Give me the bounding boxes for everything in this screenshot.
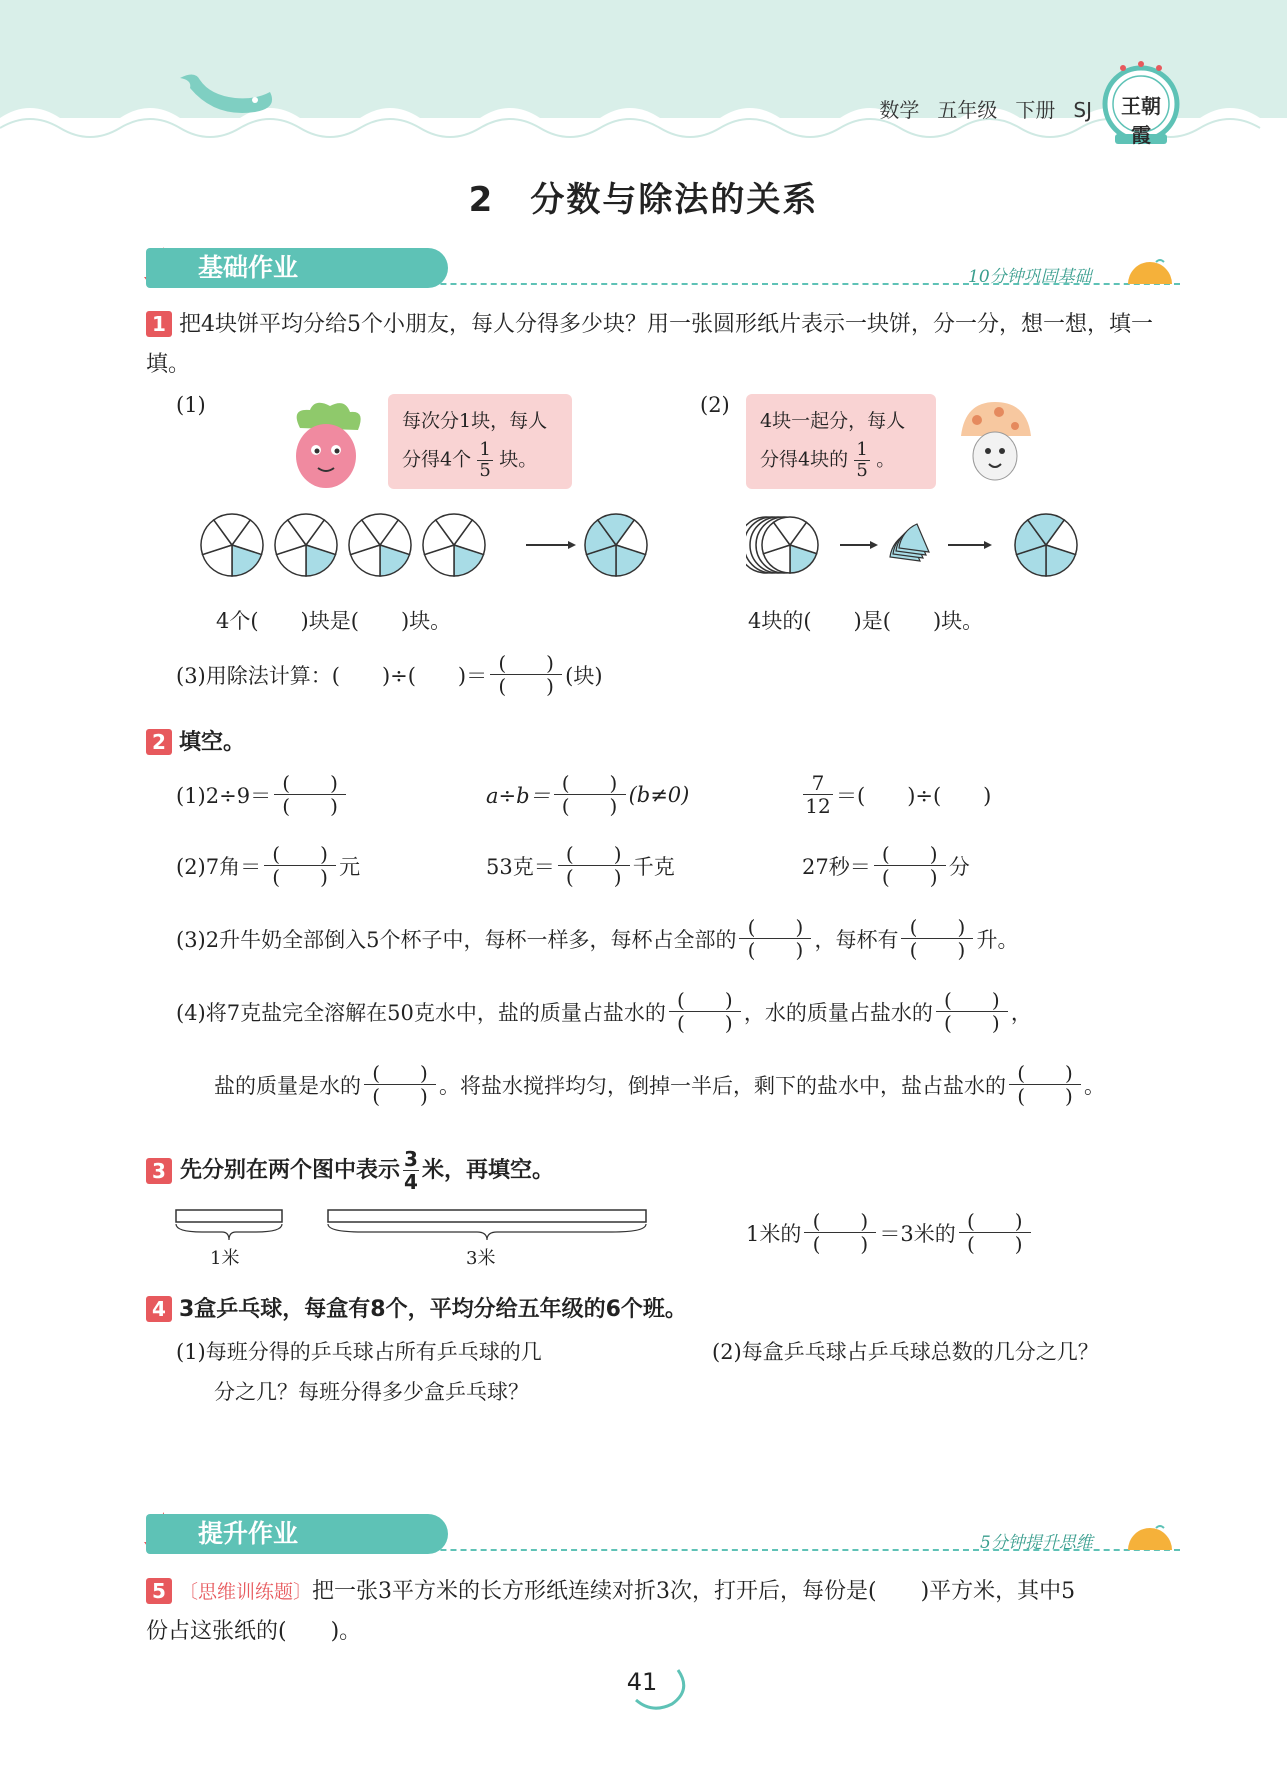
- page-number: 41: [626, 1668, 658, 1696]
- sunset-icon: [1122, 256, 1178, 286]
- q4-number: 4: [146, 1296, 172, 1322]
- q2-r2-a-text: (2)7角＝: [176, 854, 262, 879]
- q2-prompt: [146, 723, 245, 763]
- q1-p3-text-b: (块): [565, 663, 603, 688]
- brace-3m: [328, 1224, 646, 1240]
- q2-r4-text-a: (4)将7克盐完全溶解在50克水中，盐的质量占盐水的: [176, 1000, 666, 1025]
- q1-prompt: [146, 305, 1181, 385]
- page-title: 2 分数与除法的关系: [468, 180, 819, 220]
- blank-numerator: ( ): [561, 771, 618, 795]
- blank-denominator: ( ): [282, 794, 338, 818]
- q1-p1-pies: [200, 505, 660, 585]
- mushroom-character-icon: [955, 396, 1035, 492]
- blank-denominator: ( ): [565, 865, 622, 889]
- stacked-wedges: [890, 524, 929, 561]
- q3-bars: [172, 1206, 652, 1246]
- q2-number: 2: [146, 729, 172, 755]
- fraction-denominator: 12: [805, 794, 831, 818]
- fraction-denominator: 4: [404, 1170, 418, 1194]
- q1-p1-bubble-line1: 每次分1块，每人: [402, 410, 548, 432]
- blank-fraction[interactable]: [936, 989, 1008, 1034]
- q1-p2-bubble-line2: [760, 440, 922, 481]
- q2-r2-c-text: 27秒＝: [802, 854, 871, 879]
- blank-denominator: ( ): [944, 1011, 1000, 1035]
- blank-fraction[interactable]: [959, 1210, 1031, 1255]
- pie-result: [1015, 514, 1077, 576]
- q3-fill-text-b: ＝3米的: [879, 1221, 956, 1246]
- q4-p1-line2: 分之几？每班分得多少盒乒乓球？: [214, 1380, 529, 1404]
- q1-p1-bubble-text-b: 块。: [499, 448, 538, 471]
- arrow-right-icon: [526, 541, 576, 549]
- section-basic-tag: 10分钟巩固基础: [968, 267, 1092, 287]
- blank-fraction[interactable]: [669, 989, 741, 1034]
- q2-r5: [214, 1062, 1105, 1107]
- q2-r5-text-c: 。: [1084, 1073, 1105, 1098]
- blank-denominator: ( ): [561, 794, 618, 818]
- q2-r1-b: [486, 772, 689, 817]
- fraction-one-fifth: [854, 440, 870, 481]
- wedge: [899, 524, 929, 552]
- q5-line1: [146, 1572, 1186, 1612]
- header-wave-band: [0, 0, 1287, 150]
- q1-p1-bubble-text-a: 分得4个: [402, 448, 472, 471]
- blank-fraction[interactable]: [874, 843, 946, 888]
- q1-text: 把4块饼平均分给5个小朋友，每人分得多少块？用一张圆形纸片表示一块饼，分一分，想一想，填一填。: [146, 312, 1153, 377]
- q1-p1-bubble: [388, 394, 572, 489]
- q1-number: 1: [146, 311, 172, 337]
- arrow-right-icon: [840, 541, 878, 549]
- q3-text-b: 米，再填空。: [422, 1157, 555, 1183]
- pie-result: [585, 514, 647, 576]
- section-advanced-tag: 5分钟提升思维: [980, 1533, 1093, 1553]
- blank-denominator: ( ): [677, 1011, 733, 1035]
- q3-number: 3: [146, 1158, 172, 1184]
- blank-fraction[interactable]: [490, 652, 562, 697]
- q2-r1-c: [800, 772, 991, 817]
- q5-number: 5: [146, 1578, 172, 1604]
- stacked-pie-top: [762, 517, 818, 573]
- blank-numerator: ( ): [812, 1209, 869, 1233]
- arrow-right-icon: [948, 541, 992, 549]
- q2-r1-a-text: (1)2÷9＝: [176, 783, 272, 808]
- book-info: [861, 94, 1092, 123]
- q1-p2-pies: [746, 505, 1086, 585]
- q1-p2-bubble: [746, 394, 936, 489]
- q1-p1-label: (1): [176, 393, 206, 417]
- blank-denominator: ( ): [881, 865, 938, 889]
- q2-r4-text-b: ，水的质量占盐水的: [743, 1000, 933, 1025]
- blank-fraction[interactable]: [1009, 1062, 1081, 1107]
- pie-circle: [349, 514, 411, 576]
- fraction-one-fifth: [477, 440, 493, 481]
- pie-circle: [201, 514, 263, 576]
- q2-r4: [176, 989, 1032, 1034]
- grade: 五年级: [937, 98, 998, 122]
- section-advanced-label: 提升作业: [146, 1514, 448, 1554]
- fraction-numerator: 3: [404, 1147, 418, 1171]
- fraction-numerator: 1: [479, 439, 491, 460]
- q3-bar2-label: 3米: [466, 1248, 496, 1269]
- blank-fraction[interactable]: [554, 772, 626, 817]
- blank-denominator: ( ): [372, 1084, 428, 1108]
- q4-text: 3盒乒乓球，每盒有8个，平均分给五年级的6个班。: [179, 1297, 687, 1322]
- section-basic-label: 基础作业: [146, 248, 448, 288]
- blank-denominator: ( ): [909, 938, 966, 962]
- q2-r3-text-b: ，每杯有: [814, 927, 899, 952]
- q2-r1-c-text: ＝( )÷( ): [836, 783, 992, 808]
- q5-line1-text: 把一张3平方米的长方形纸连续对折3次，打开后，每份是( )平方米，其中5: [312, 1579, 1076, 1604]
- q2-r1-a: [176, 772, 349, 817]
- q1-p2-bubble-text-a: 分得4块的: [760, 448, 849, 471]
- blank-numerator: ( ): [272, 842, 328, 866]
- pie-circle: [275, 514, 337, 576]
- blank-fraction[interactable]: [274, 772, 346, 817]
- fraction-three-quarters: [403, 1148, 419, 1193]
- blank-numerator: ( ): [565, 842, 622, 866]
- bar-1m: [176, 1210, 282, 1222]
- q4-p1-line1: (1)每班分得的乒乓球占所有乒乓球的几: [176, 1340, 542, 1364]
- radish-character-icon: [280, 398, 372, 494]
- q2-r5-text-a: 盐的质量是水的: [214, 1073, 361, 1098]
- q2-text: 填空。: [179, 730, 246, 755]
- q5-tag: 〔思维训练题〕: [179, 1581, 313, 1603]
- blank-denominator: ( ): [498, 674, 554, 698]
- blank-denominator: ( ): [1017, 1084, 1073, 1108]
- fraction-numerator: 7: [811, 771, 825, 795]
- q3-text-a: 先分别在两个图中表示: [180, 1157, 401, 1183]
- subject: 数学: [879, 98, 920, 122]
- blank-fraction[interactable]: [804, 1210, 876, 1255]
- fraction-seven-twelfths: [803, 772, 833, 817]
- blank-numerator: ( ): [677, 988, 733, 1012]
- q1-p1-bubble-line2: [402, 440, 558, 481]
- q2-r4-text-c: ，: [1010, 1000, 1032, 1025]
- q1-p1-fill: 4个( )块是( )块。: [216, 609, 452, 633]
- q2-r2-c-unit: 分: [948, 854, 970, 879]
- q1-p2-bubble-line1: 4块一起分，每人: [760, 410, 906, 432]
- blank-fraction[interactable]: [558, 843, 630, 888]
- fraction-denominator: 5: [856, 460, 868, 481]
- q1-p3: [176, 652, 603, 697]
- q2-r3-text-c: 升。: [976, 927, 1019, 952]
- q2-r5-text-b: 。将盐水搅拌均匀，倒掉一半后，剩下的盐水中，盐占盐水的: [439, 1073, 1006, 1098]
- blank-numerator: ( ): [747, 915, 804, 939]
- blank-numerator: ( ): [372, 1061, 428, 1085]
- q2-r2-b: [486, 843, 675, 888]
- q2-r2-a: [176, 843, 360, 888]
- blank-denominator: ( ): [966, 1232, 1023, 1256]
- blank-numerator: ( ): [944, 988, 1000, 1012]
- q1-p2-bubble-text-b: 。: [876, 448, 896, 471]
- q2-r2-c: [802, 843, 970, 888]
- bar-3m: [328, 1210, 646, 1222]
- q2-r2-b-text: 53克＝: [486, 854, 555, 879]
- blank-numerator: ( ): [966, 1209, 1023, 1233]
- q2-r1-b-post: (b≠0): [628, 782, 690, 807]
- blank-fraction[interactable]: [264, 843, 336, 888]
- q5-prompt: [146, 1572, 1186, 1652]
- q3-fill: [746, 1210, 1034, 1255]
- pie-circle: [423, 514, 485, 576]
- q1-p2-label: (2): [700, 393, 730, 417]
- q3-prompt: [146, 1148, 554, 1193]
- q2-r2-a-unit: 元: [339, 854, 361, 879]
- blank-denominator: ( ): [272, 865, 328, 889]
- q2-r1-b-text: a÷b＝: [486, 783, 551, 808]
- brand-name: 王朝霞: [1121, 94, 1161, 147]
- blank-numerator: ( ): [881, 842, 938, 866]
- q4-p2: (2)每盒乒乓球占乒乓球总数的几分之几？: [712, 1340, 1099, 1364]
- blank-numerator: ( ): [498, 651, 554, 675]
- q3-fill-text-a: 1米的: [746, 1221, 802, 1246]
- blank-fraction[interactable]: [364, 1062, 436, 1107]
- q4-prompt: [146, 1290, 687, 1330]
- blank-denominator: ( ): [747, 938, 804, 962]
- volume: 下册: [1015, 98, 1056, 122]
- edition: SJ: [1073, 98, 1092, 122]
- blank-numerator: ( ): [1017, 1061, 1073, 1085]
- q3-bar1-label: 1米: [210, 1248, 240, 1269]
- blank-numerator: ( ): [909, 915, 966, 939]
- q1-p3-text-a: (3)用除法计算：( )÷( )＝: [176, 663, 488, 688]
- blank-numerator: ( ): [282, 771, 338, 795]
- blank-fraction[interactable]: [739, 916, 811, 961]
- q2-r3: [176, 916, 1018, 961]
- q2-r3-text-a: (3)2升牛奶全部倒入5个杯子中，每杯一样多，每杯占全部的: [176, 927, 737, 952]
- fraction-numerator: 1: [856, 439, 868, 460]
- blank-denominator: ( ): [812, 1232, 869, 1256]
- blank-fraction[interactable]: [901, 916, 973, 961]
- sunset-icon: [1122, 1522, 1178, 1552]
- q1-p2-fill: 4块的( )是( )块。: [748, 609, 984, 633]
- fraction-denominator: 5: [479, 460, 491, 481]
- q5-line2: 份占这张纸的( )。: [146, 1619, 362, 1644]
- brace-1m: [176, 1224, 282, 1240]
- q2-r2-b-unit: 千克: [632, 854, 675, 879]
